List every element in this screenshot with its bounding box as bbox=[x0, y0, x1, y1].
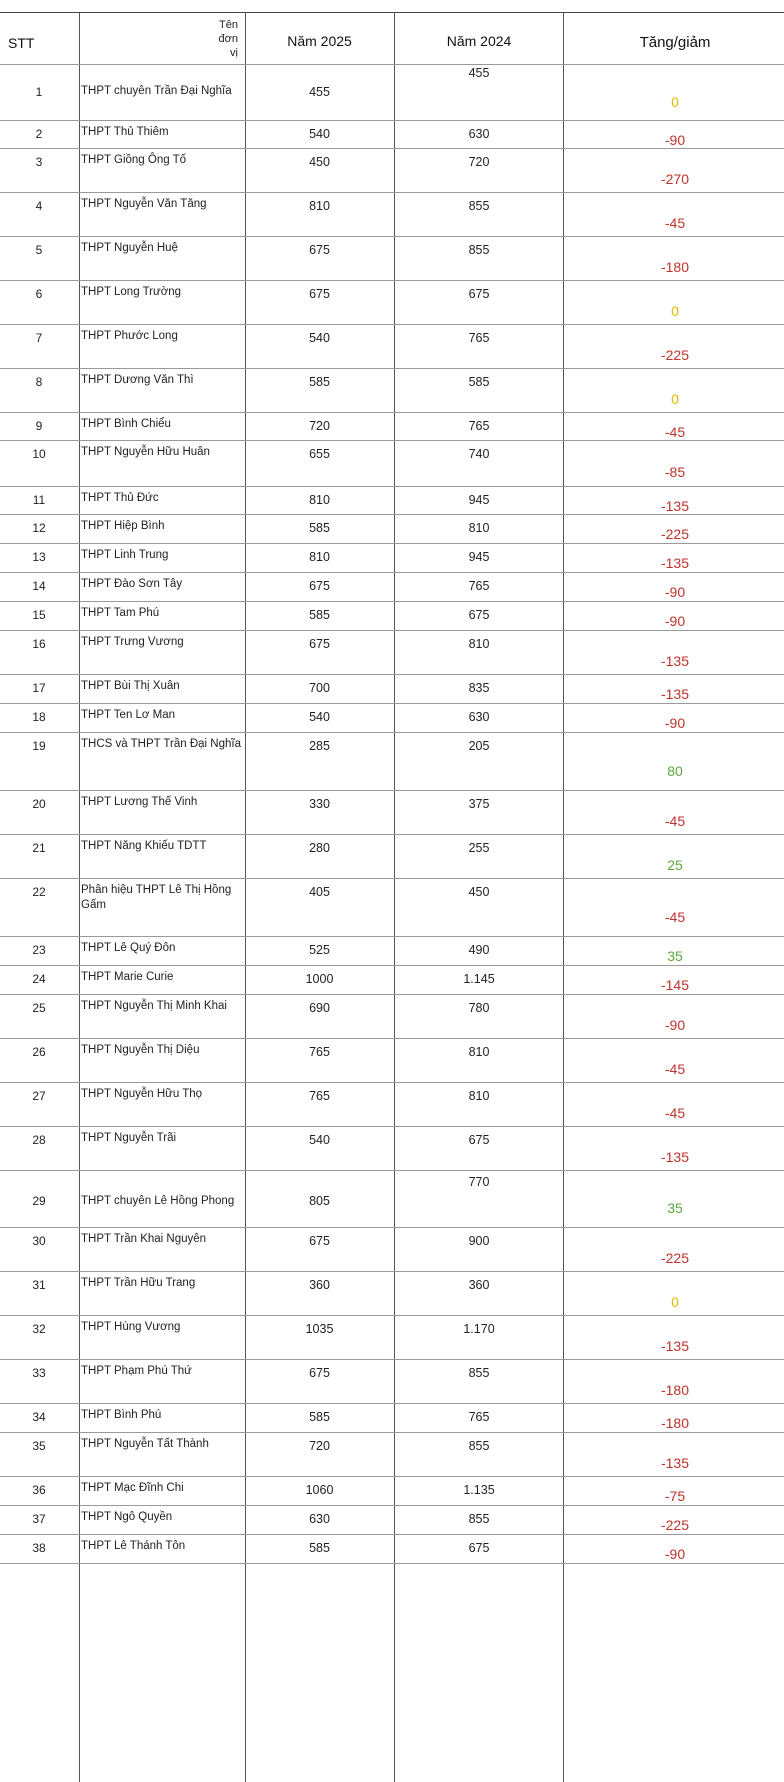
row-change: -90 bbox=[664, 584, 686, 600]
row-divider bbox=[0, 12, 784, 13]
row-value-2025: 675 bbox=[309, 243, 330, 257]
row-change: 80 bbox=[667, 763, 683, 779]
row-unit-name: THPT Tam Phú bbox=[81, 607, 160, 619]
row-unit-name: THPT Lê Quý Đôn bbox=[81, 942, 176, 954]
row-stt: 5 bbox=[35, 243, 43, 257]
row-change: -75 bbox=[664, 1488, 686, 1504]
row-stt: 15 bbox=[32, 608, 46, 622]
row-value-2024: 630 bbox=[468, 710, 490, 724]
row-value-2024: 780 bbox=[468, 1001, 490, 1015]
row-divider bbox=[0, 878, 784, 879]
row-value-2024: 675 bbox=[468, 1541, 490, 1555]
row-stt: 6 bbox=[35, 287, 43, 301]
row-stt: 30 bbox=[32, 1234, 46, 1248]
row-divider bbox=[0, 936, 784, 937]
row-unit-name: THPT chuyên Trần Đại Nghĩa bbox=[81, 85, 232, 97]
row-value-2025: 540 bbox=[309, 331, 330, 345]
row-value-2025: 585 bbox=[309, 1541, 330, 1555]
row-value-2024: 855 bbox=[468, 1512, 490, 1526]
row-stt: 14 bbox=[32, 579, 46, 593]
row-stt: 13 bbox=[32, 550, 46, 564]
row-change: -90 bbox=[664, 132, 686, 148]
row-divider bbox=[0, 790, 784, 791]
row-divider bbox=[0, 1359, 784, 1360]
row-value-2025: 450 bbox=[309, 155, 330, 169]
row-unit-name: THPT Nguyễn Tất Thành bbox=[81, 1438, 209, 1450]
row-divider bbox=[0, 120, 784, 121]
header-year-2024: Năm 2024 bbox=[446, 33, 512, 49]
row-unit-name: THPT Giồng Ông Tố bbox=[81, 154, 187, 166]
row-value-2024: 720 bbox=[468, 155, 490, 169]
row-value-2024: 945 bbox=[468, 493, 490, 507]
row-value-2025: 805 bbox=[309, 1194, 330, 1208]
row-value-2025: 675 bbox=[309, 579, 330, 593]
row-stt: 38 bbox=[32, 1541, 46, 1555]
row-value-2025: 675 bbox=[309, 287, 330, 301]
row-change: 0 bbox=[671, 303, 679, 319]
row-unit-name: THPT Năng Khiếu TDTT bbox=[81, 840, 207, 852]
row-unit-name: THPT Phước Long bbox=[81, 330, 178, 342]
row-value-2025: 1035 bbox=[305, 1322, 334, 1336]
row-change: -45 bbox=[664, 424, 686, 440]
row-unit-name: THPT Bình Chiểu bbox=[81, 418, 171, 430]
row-unit-name: THPT chuyên Lê Hồng Phong bbox=[81, 1195, 235, 1207]
row-divider bbox=[0, 1227, 784, 1228]
row-unit-name: THPT Trần Khai Nguyên bbox=[81, 1233, 207, 1245]
row-unit-name: THPT Nguyễn Thị Minh Khai bbox=[81, 1000, 227, 1012]
row-divider bbox=[0, 148, 784, 149]
row-divider bbox=[0, 440, 784, 441]
row-value-2025: 700 bbox=[309, 681, 330, 695]
row-change: -225 bbox=[660, 347, 690, 363]
row-value-2024: 945 bbox=[468, 550, 490, 564]
row-value-2024: 675 bbox=[468, 1133, 490, 1147]
row-stt: 21 bbox=[32, 841, 46, 855]
column-divider bbox=[563, 12, 564, 1782]
row-value-2025: 540 bbox=[309, 1133, 330, 1147]
row-value-2024: 490 bbox=[468, 943, 490, 957]
row-unit-name: THPT Linh Trung bbox=[81, 549, 169, 561]
row-value-2024: 630 bbox=[468, 127, 490, 141]
row-divider bbox=[0, 1563, 784, 1564]
header-unit bbox=[200, 18, 238, 60]
row-divider bbox=[0, 732, 784, 733]
row-value-2025: 630 bbox=[309, 1512, 330, 1526]
row-unit-name: THPT Trưng Vương bbox=[81, 636, 184, 648]
row-unit-name: THPT Hiệp Bình bbox=[81, 520, 165, 532]
row-divider bbox=[0, 674, 784, 675]
row-change: -180 bbox=[660, 1382, 690, 1398]
row-value-2024: 810 bbox=[468, 521, 490, 535]
row-value-2024: 1.145 bbox=[463, 972, 495, 986]
row-stt: 11 bbox=[32, 493, 46, 507]
row-change: 25 bbox=[667, 857, 683, 873]
row-change: 35 bbox=[667, 948, 683, 964]
row-stt: 35 bbox=[32, 1439, 46, 1453]
row-value-2024: 855 bbox=[468, 1366, 490, 1380]
row-change: -85 bbox=[664, 464, 686, 480]
row-change: -45 bbox=[664, 1061, 686, 1077]
row-value-2025: 285 bbox=[309, 739, 330, 753]
row-change: -90 bbox=[664, 1017, 686, 1033]
row-stt: 34 bbox=[32, 1410, 46, 1424]
row-divider bbox=[0, 486, 784, 487]
row-unit-name: THPT Phạm Phú Thứ bbox=[81, 1365, 192, 1377]
row-unit-name: THPT Lương Thế Vinh bbox=[81, 796, 198, 808]
row-value-2024: 770 bbox=[468, 1175, 490, 1189]
row-value-2025: 810 bbox=[309, 199, 330, 213]
row-divider bbox=[0, 1271, 784, 1272]
row-divider bbox=[0, 1315, 784, 1316]
row-value-2024: 855 bbox=[468, 1439, 490, 1453]
row-value-2024: 855 bbox=[468, 199, 490, 213]
row-divider bbox=[0, 514, 784, 515]
row-divider bbox=[0, 1534, 784, 1535]
row-change: -180 bbox=[660, 259, 690, 275]
row-change: -135 bbox=[660, 686, 690, 702]
row-change: -135 bbox=[660, 555, 690, 571]
row-value-2025: 330 bbox=[309, 797, 330, 811]
row-divider bbox=[0, 368, 784, 369]
row-stt: 18 bbox=[32, 710, 46, 724]
row-divider bbox=[0, 965, 784, 966]
row-unit-name: THPT Nguyễn Thị Diệu bbox=[81, 1044, 200, 1056]
row-unit-name: THPT Mạc Đĩnh Chi bbox=[81, 1482, 184, 1494]
row-change: -45 bbox=[664, 215, 686, 231]
row-change: -45 bbox=[664, 813, 686, 829]
row-value-2025: 540 bbox=[309, 127, 330, 141]
row-value-2024: 835 bbox=[468, 681, 490, 695]
row-value-2025: 675 bbox=[309, 637, 330, 651]
row-stt: 22 bbox=[32, 885, 46, 899]
row-unit-name: THPT Nguyễn Trãi bbox=[81, 1132, 177, 1144]
row-divider bbox=[0, 630, 784, 631]
row-value-2025: 525 bbox=[309, 943, 330, 957]
row-change: -90 bbox=[664, 613, 686, 629]
row-stt: 37 bbox=[32, 1512, 46, 1526]
row-stt: 4 bbox=[35, 199, 43, 213]
row-stt: 12 bbox=[32, 521, 46, 535]
row-stt: 9 bbox=[35, 419, 43, 433]
row-stt: 32 bbox=[32, 1322, 46, 1336]
row-unit-name: THPT Long Trường bbox=[81, 286, 182, 298]
row-value-2024: 675 bbox=[468, 287, 490, 301]
row-value-2024: 810 bbox=[468, 1089, 490, 1103]
row-value-2025: 585 bbox=[309, 1410, 330, 1424]
row-divider bbox=[0, 703, 784, 704]
row-change: -45 bbox=[664, 1105, 686, 1121]
row-value-2025: 810 bbox=[309, 493, 330, 507]
row-change: -225 bbox=[660, 1517, 690, 1533]
row-stt: 29 bbox=[32, 1194, 46, 1208]
row-stt: 2 bbox=[35, 127, 43, 141]
row-divider bbox=[0, 192, 784, 193]
row-value-2024: 255 bbox=[468, 841, 490, 855]
row-value-2024: 810 bbox=[468, 1045, 490, 1059]
row-value-2024: 585 bbox=[468, 375, 490, 389]
row-value-2024: 810 bbox=[468, 637, 490, 651]
row-value-2024: 205 bbox=[468, 739, 490, 753]
row-stt: 25 bbox=[32, 1001, 46, 1015]
row-stt: 33 bbox=[32, 1366, 46, 1380]
row-unit-name: THPT Thủ Thiêm bbox=[81, 126, 169, 138]
row-value-2025: 360 bbox=[309, 1278, 330, 1292]
row-divider bbox=[0, 1038, 784, 1039]
row-value-2025: 585 bbox=[309, 521, 330, 535]
row-unit-name: THPT Nguyễn Huệ bbox=[81, 242, 178, 254]
row-divider bbox=[0, 324, 784, 325]
row-value-2025: 540 bbox=[309, 710, 330, 724]
column-divider bbox=[79, 12, 80, 1782]
header-unit-line: đơn bbox=[218, 33, 238, 45]
row-divider bbox=[0, 994, 784, 995]
row-value-2024: 765 bbox=[468, 331, 490, 345]
row-unit-name: THPT Lê Thánh Tôn bbox=[81, 1540, 186, 1552]
row-value-2025: 690 bbox=[309, 1001, 330, 1015]
row-change: -45 bbox=[664, 909, 686, 925]
row-value-2024: 1.135 bbox=[463, 1483, 495, 1497]
row-divider bbox=[0, 1432, 784, 1433]
row-value-2025: 1000 bbox=[305, 972, 334, 986]
row-change: -225 bbox=[660, 1250, 690, 1266]
row-unit-name: THPT Hùng Vương bbox=[81, 1321, 181, 1333]
row-divider bbox=[0, 1476, 784, 1477]
row-change: 0 bbox=[671, 94, 679, 110]
row-divider bbox=[0, 572, 784, 573]
row-change: -135 bbox=[660, 653, 690, 669]
row-value-2024: 375 bbox=[468, 797, 490, 811]
row-value-2024: 450 bbox=[468, 885, 490, 899]
row-value-2024: 455 bbox=[468, 66, 490, 80]
row-change: -225 bbox=[660, 526, 690, 542]
row-stt: 8 bbox=[35, 375, 43, 389]
row-unit-name: THPT Đào Sơn Tây bbox=[81, 578, 183, 590]
row-value-2024: 360 bbox=[468, 1278, 490, 1292]
header-stt: STT bbox=[8, 35, 35, 51]
header-unit-line: vị bbox=[230, 47, 238, 59]
row-divider bbox=[0, 1082, 784, 1083]
row-value-2024: 765 bbox=[468, 419, 490, 433]
row-value-2025: 720 bbox=[309, 1439, 330, 1453]
row-stt: 28 bbox=[32, 1133, 46, 1147]
row-stt: 26 bbox=[32, 1045, 46, 1059]
row-divider bbox=[0, 1170, 784, 1171]
row-value-2024: 765 bbox=[468, 579, 490, 593]
row-change: -90 bbox=[664, 715, 686, 731]
row-change: -270 bbox=[660, 171, 690, 187]
row-change: -135 bbox=[660, 498, 690, 514]
row-unit-name: Phân hiệu THPT Lê Thị Hồng Gấm bbox=[81, 884, 232, 911]
row-change: -180 bbox=[660, 1415, 690, 1431]
row-value-2024: 765 bbox=[468, 1410, 490, 1424]
row-unit-name: THPT Nguyễn Văn Tăng bbox=[81, 198, 207, 210]
row-stt: 23 bbox=[32, 943, 46, 957]
row-value-2025: 405 bbox=[309, 885, 330, 899]
row-value-2024: 1.170 bbox=[463, 1322, 495, 1336]
row-value-2025: 655 bbox=[309, 447, 330, 461]
row-value-2025: 810 bbox=[309, 550, 330, 564]
row-unit-name: THPT Marie Curie bbox=[81, 971, 174, 983]
row-change: -135 bbox=[660, 1455, 690, 1471]
row-divider bbox=[0, 601, 784, 602]
row-unit-name: THPT Bình Phú bbox=[81, 1409, 162, 1421]
row-value-2024: 900 bbox=[468, 1234, 490, 1248]
row-value-2024: 740 bbox=[468, 447, 490, 461]
row-unit-name: THPT Ngô Quyền bbox=[81, 1511, 173, 1523]
row-stt: 27 bbox=[32, 1089, 46, 1103]
row-change: -135 bbox=[660, 1338, 690, 1354]
header-year-2025: Năm 2025 bbox=[287, 33, 352, 49]
row-stt: 20 bbox=[32, 797, 46, 811]
row-unit-name: THPT Trần Hữu Trang bbox=[81, 1277, 196, 1289]
row-value-2025: 720 bbox=[309, 419, 330, 433]
row-stt: 3 bbox=[35, 155, 43, 169]
row-value-2025: 675 bbox=[309, 1234, 330, 1248]
row-stt: 31 bbox=[32, 1278, 46, 1292]
row-divider bbox=[0, 834, 784, 835]
row-divider bbox=[0, 1126, 784, 1127]
row-change: 35 bbox=[667, 1200, 683, 1216]
row-unit-name: THPT Dương Văn Thì bbox=[81, 374, 194, 386]
row-divider bbox=[0, 1403, 784, 1404]
row-divider bbox=[0, 280, 784, 281]
row-unit-name: THCS và THPT Trần Đại Nghĩa bbox=[81, 738, 241, 750]
row-divider bbox=[0, 64, 784, 65]
row-stt: 19 bbox=[32, 739, 46, 753]
row-value-2025: 585 bbox=[309, 608, 330, 622]
row-value-2025: 1060 bbox=[305, 1483, 334, 1497]
row-change: 0 bbox=[671, 1294, 679, 1310]
row-change: -90 bbox=[664, 1546, 686, 1562]
row-divider bbox=[0, 1505, 784, 1506]
row-unit-name: THPT Nguyễn Hữu Huân bbox=[81, 446, 210, 458]
row-value-2024: 675 bbox=[468, 608, 490, 622]
row-stt: 1 bbox=[35, 85, 43, 99]
row-stt: 17 bbox=[32, 681, 46, 695]
row-value-2025: 675 bbox=[309, 1366, 330, 1380]
row-stt: 7 bbox=[35, 331, 43, 345]
row-value-2025: 765 bbox=[309, 1089, 330, 1103]
row-unit-name: THPT Thủ Đức bbox=[81, 492, 159, 504]
row-change: -135 bbox=[660, 1149, 690, 1165]
row-stt: 36 bbox=[32, 1483, 46, 1497]
row-value-2025: 585 bbox=[309, 375, 330, 389]
row-value-2024: 855 bbox=[468, 243, 490, 257]
row-value-2025: 455 bbox=[309, 85, 330, 99]
row-unit-name: THPT Nguyễn Hữu Thọ bbox=[81, 1088, 203, 1100]
row-divider bbox=[0, 543, 784, 544]
row-unit-name: THPT Bùi Thị Xuân bbox=[81, 680, 180, 692]
header-unit-line: Tên bbox=[219, 19, 238, 31]
row-change: -145 bbox=[660, 977, 690, 993]
row-divider bbox=[0, 236, 784, 237]
row-change: 0 bbox=[671, 391, 679, 407]
row-value-2025: 280 bbox=[309, 841, 330, 855]
row-stt: 24 bbox=[32, 972, 46, 986]
header-change: Tăng/giảm bbox=[639, 34, 711, 51]
row-stt: 10 bbox=[32, 447, 46, 461]
row-unit-name: THPT Ten Lơ Man bbox=[81, 709, 176, 721]
row-value-2025: 765 bbox=[309, 1045, 330, 1059]
row-divider bbox=[0, 412, 784, 413]
row-stt: 16 bbox=[32, 637, 46, 651]
